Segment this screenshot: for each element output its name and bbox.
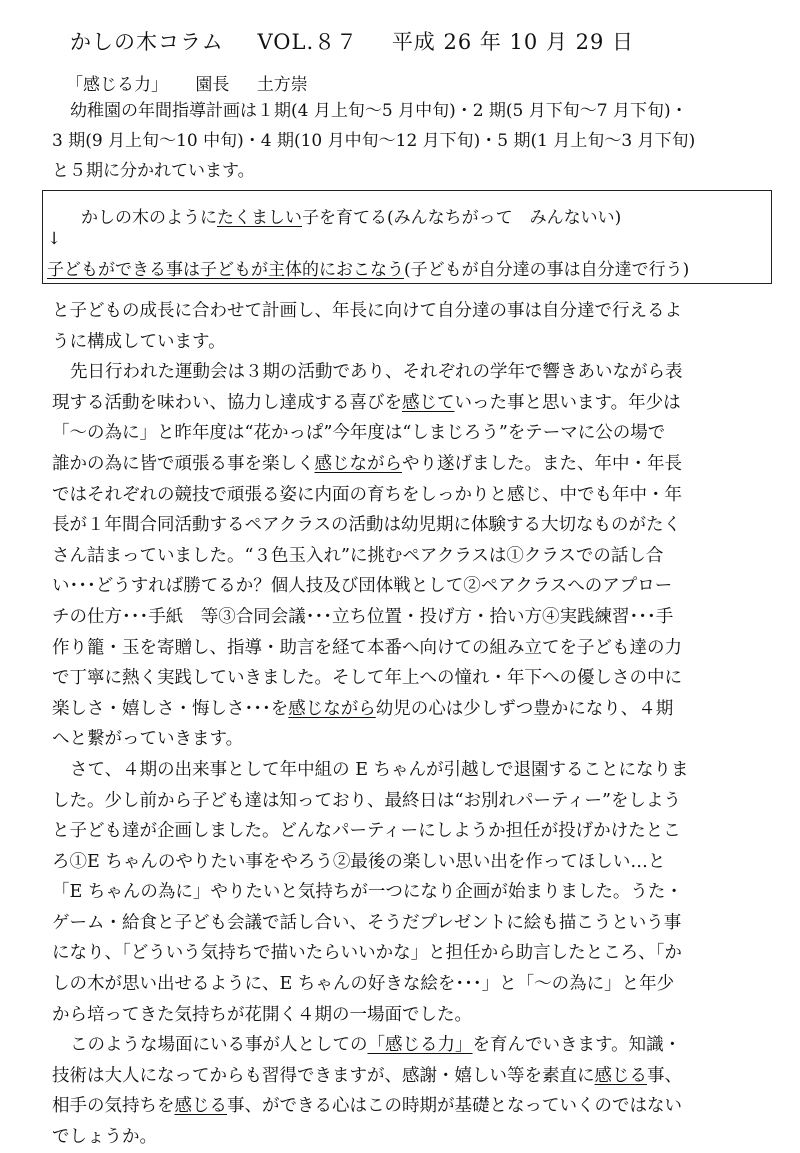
body-line: ではそれぞれの競技で頑張る姿に内面の育ちをしっかりと感じ、中でも年中・年	[52, 484, 682, 505]
column-theme: 「感じる力」	[66, 75, 168, 95]
body-text: このような場面にいる事が人としての	[70, 1035, 368, 1056]
underlined-phrase: 感じながら	[288, 698, 376, 719]
intro-line: 3 期(9 月上旬～10 中旬)・4 期(10 月中旬～12 月下旬)・5 期(1 月上旬～3 月下旬)	[52, 131, 696, 151]
body-line: ろ①E ちゃんのやりたい事をやろう②最後の楽しい思い出を作ってほしい…と	[52, 851, 666, 872]
body-line: い･･･どうすれば勝てるか？個人技及び団体戦として②ペアクラスへのアプロー	[52, 576, 673, 597]
body-line: した。少し前から子ども達は知っており、最終日は“お別れパーティー”をしよう	[52, 790, 681, 811]
policy-box	[42, 190, 772, 284]
body-line	[52, 388, 762, 419]
underlined-phrase: 感じる	[174, 1096, 227, 1117]
body-line: と子どもの成長に合わせて計画し、年長に向けて自分達の事は自分達で行えるよ	[52, 301, 682, 321]
body-line	[52, 694, 762, 725]
author-name: 土方崇	[256, 75, 308, 95]
underlined-phrase: 感じて	[402, 392, 455, 413]
body-line: で丁寧に熱く実践していきました。そして年上への憧れ・年下への優しさの中に	[52, 668, 682, 689]
underlined-phrase: 感じながら	[314, 453, 402, 474]
column-date: 平成 26 年 10 月 29 日	[391, 30, 635, 54]
underlined-phrase: 子どもができる事は子どもが主体的におこなう	[47, 260, 404, 280]
body-text: 幼児の心は少しずつ豊かになり、４期	[375, 698, 674, 719]
body-line: になり、「どういう気持ちで描いたらいいかな」と担任から助言したところ、「か	[52, 943, 682, 964]
underlined-phrase: たくましい	[217, 208, 302, 228]
body-line	[52, 449, 762, 480]
body-line: さて、４期の出来事として年中組の E ちゃんが引越しで退園することになりま	[70, 759, 689, 780]
policy-line-2	[47, 255, 689, 280]
body-line: 先日行われた運動会は３期の活動であり、それぞれの学年で響きあいながら表	[70, 362, 683, 383]
body-text: 事、ができる心はこの時期が基礎となっていくのではない	[227, 1096, 682, 1117]
body-text: 相手の気持ちを	[52, 1096, 175, 1117]
body-line: 長が１年間合同活動するペアクラスの活動は幼児期に体験する大切なものがたく	[52, 515, 681, 536]
underlined-phrase: 「感じる力」	[367, 1035, 473, 1056]
column-volume: VOL.８７	[257, 30, 359, 54]
body-line	[52, 1091, 762, 1122]
intro-line: と５期に分かれています。	[52, 161, 255, 181]
body-text: 楽しさ・嬉しさ・悔しさ･･･を	[52, 698, 289, 719]
body-line: でしょうか。	[52, 1127, 157, 1148]
intro-paragraph	[52, 96, 762, 186]
policy-text: (子どもが自分達の事は自分達で行う)	[404, 260, 690, 280]
body-line: と子ども達が企画しました。どんなパーティーにしようか担任が投げかけたとこ	[52, 821, 681, 842]
column-header	[70, 26, 660, 56]
column-subtitle	[66, 70, 330, 95]
body-text: を育んでいきます。知識・	[472, 1035, 682, 1056]
column-title: かしの木コラム	[70, 30, 224, 54]
body-line: から培ってきた気持ちが花開く４期の一場面でした。	[52, 1004, 472, 1025]
policy-line-1	[81, 203, 621, 228]
body-line: しの木が思い出せるように、E ちゃんの好きな絵を･･･」と「～の為に」と年少	[52, 974, 675, 995]
body-text: 技術は大人になってからも習得できますが、感謝・嬉しい等を素直に	[52, 1065, 595, 1086]
policy-text: かしの木のように	[81, 208, 217, 228]
body-text: 現する活動を味わい、協力し達成する喜びを	[52, 392, 402, 413]
body-line: へと繋がっていきます。	[52, 729, 244, 750]
body-line: うに構成しています。	[52, 331, 226, 352]
body-line: 「E ちゃんの為に」やりたいと気持ちが一つになり企画が始まりました。うた・	[52, 882, 683, 903]
intro-line: 幼稚園の年間指導計画は１期(4 月上旬～5 月中旬)・2 期(5 月下旬～7 月下旬)・	[70, 101, 688, 121]
author-role: 園長	[195, 75, 230, 95]
down-arrow-icon: ↓	[47, 229, 62, 249]
policy-text: 子を育てる(みんなちがって みんないい)	[302, 208, 622, 228]
body-line: さん詰まっていました。“３色玉入れ”に挑むペアクラスは①クラスでの話し合	[52, 545, 664, 566]
body-line: 「～の為に」と昨年度は“花かっぱ”今年度は“しまじろう”をテーマに公の場で	[52, 423, 666, 444]
body-line: 作り籠・玉を寄贈し、指導・助言を経て本番へ向けての組み立てを子ども達の力	[52, 637, 682, 658]
column-body	[52, 296, 762, 1153]
body-text: やり遂げました。また、年中・年長	[402, 453, 682, 474]
body-line: チの仕方･･･手紙 等③合同会議･･･立ち位置・投げ方・拾い方④実践練習･･･手	[52, 606, 674, 627]
underlined-phrase: 感じる	[594, 1065, 647, 1086]
body-text: 誰かの為に皆で頑張る事を楽しく	[52, 453, 315, 474]
body-text: いった事と思います。年少は	[454, 392, 681, 413]
body-line	[52, 1061, 762, 1092]
body-line	[52, 1030, 762, 1061]
body-text: 事、	[647, 1065, 682, 1086]
body-line: ゲーム・給食と子ども会議で話し合い、そうだプレゼントに絵も描こうという事	[52, 912, 682, 933]
